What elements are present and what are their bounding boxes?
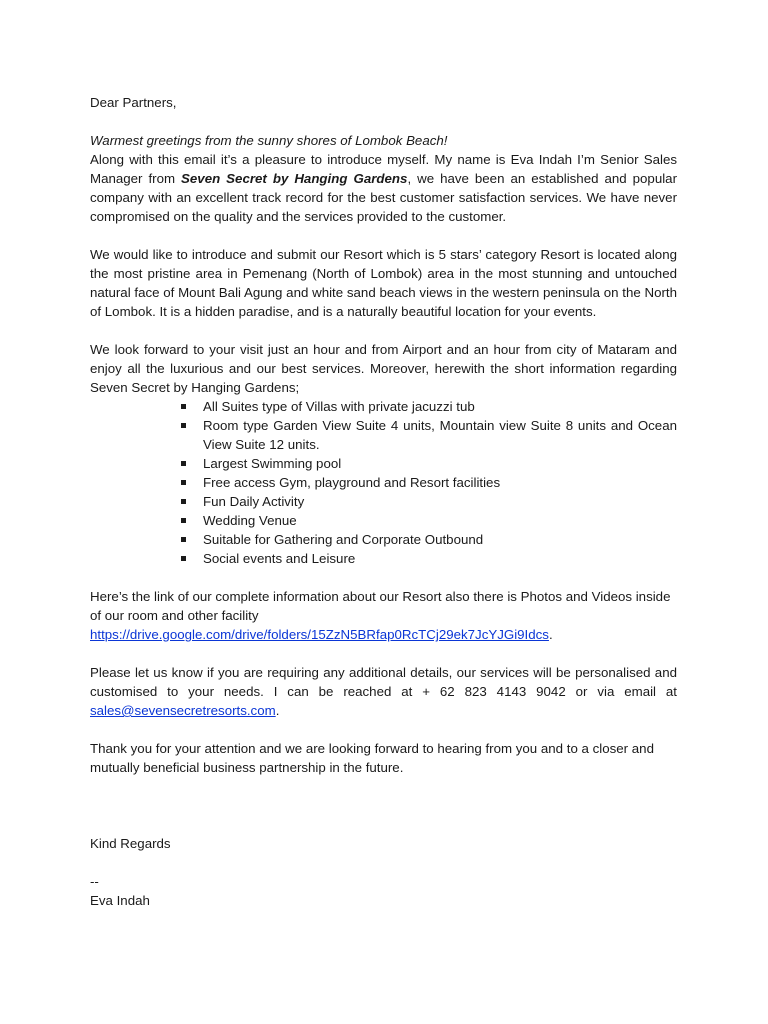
- closing: Kind Regards: [90, 836, 171, 851]
- resort-name: Seven Secret by Hanging Gardens: [181, 171, 408, 186]
- square-bullet-icon: [181, 537, 186, 542]
- list-item: [203, 397, 677, 416]
- visit-paragraph: We look forward to your visit just an hour and from Airport and an hour from city of Mataram and enjoy all the luxurious and our best services. Moreover, herewith the short information regarding Seven Secret by Hanging Gardens;: [90, 342, 677, 395]
- square-bullet-icon: [181, 404, 186, 409]
- intro-paragraph: [90, 150, 677, 226]
- feature-text: Suitable for Gathering and Corporate Outbound: [203, 532, 484, 547]
- feature-text: All Suites type of Villas with private jacuzzi tub: [203, 399, 475, 414]
- feature-text: Fun Daily Activity: [203, 494, 305, 509]
- letter-page: [90, 93, 677, 910]
- list-item: [203, 492, 677, 511]
- greeting-line: Warmest greetings from the sunny shores of Lombok Beach!: [90, 133, 448, 148]
- intro-text-end: , we have been an established and popular company with an excellent track record for the best customer satisfaction services. We have never compromised on the quality and the services provided to the customer.: [90, 171, 677, 224]
- square-bullet-icon: [181, 518, 186, 523]
- contact-paragraph: [90, 663, 677, 720]
- link-period: .: [548, 627, 553, 642]
- feature-text: Free access Gym, playground and Resort facilities: [203, 475, 501, 490]
- feature-text: Largest Swimming pool: [203, 456, 342, 471]
- feature-text: Wedding Venue: [203, 513, 297, 528]
- list-item: [203, 530, 677, 549]
- link-intro-text: Here’s the link of our complete information about our Resort also there is Photos and Videos inside of our room and other facility: [90, 589, 671, 623]
- list-item: [203, 416, 677, 454]
- list-item: [203, 473, 677, 492]
- square-bullet-icon: [181, 499, 186, 504]
- contact-period: .: [275, 703, 280, 718]
- drive-folder-link[interactable]: https://drive.google.com/drive/folders/15ZzN5BRfap0RcTCj29ek7JcYJGi9Idcs: [90, 627, 549, 642]
- square-bullet-icon: [181, 423, 186, 428]
- list-item: [203, 511, 677, 530]
- square-bullet-icon: [181, 556, 186, 561]
- salutation: Dear Partners,: [90, 95, 177, 110]
- square-bullet-icon: [181, 480, 186, 485]
- email-link[interactable]: sales@sevensecretresorts.com: [90, 703, 276, 718]
- list-item: [203, 454, 677, 473]
- signature-separator: --: [90, 874, 99, 889]
- feature-text: Room type Garden View Suite 4 units, Mountain view Suite 8 units and Ocean View Suite 12 units.: [203, 418, 677, 452]
- thanks-paragraph: Thank you for your attention and we are looking forward to hearing from you and to a closer and mutually beneficial business partnership in the future.: [90, 741, 654, 775]
- contact-text: Please let us know if you are requiring any additional details, our services will be personalised and customised to your needs. I can be reached at + 62 823 4143 9042 or via email at: [90, 665, 677, 699]
- intro-text-start: Along with this email it’s a pleasure to introduce myself. My name is Eva Indah I’m Senior Sales Manager from: [90, 152, 677, 186]
- list-item: [203, 549, 677, 568]
- resort-paragraph: We would like to introduce and submit our Resort which is 5 stars’ category Resort is located along the most pristine area in Pemenang (North of Lombok) area in the most stunning and untouched natural face of Mount Bali Agung and white sand beach views in the western peninsula on the North of Lombok. It is a hidden paradise, and is a naturally beautiful location for your events.: [90, 247, 677, 319]
- signature-name: Eva Indah: [90, 893, 150, 908]
- square-bullet-icon: [181, 461, 186, 466]
- link-paragraph: [90, 587, 677, 644]
- feature-text: Social events and Leisure: [203, 551, 356, 566]
- feature-list: [90, 397, 677, 568]
